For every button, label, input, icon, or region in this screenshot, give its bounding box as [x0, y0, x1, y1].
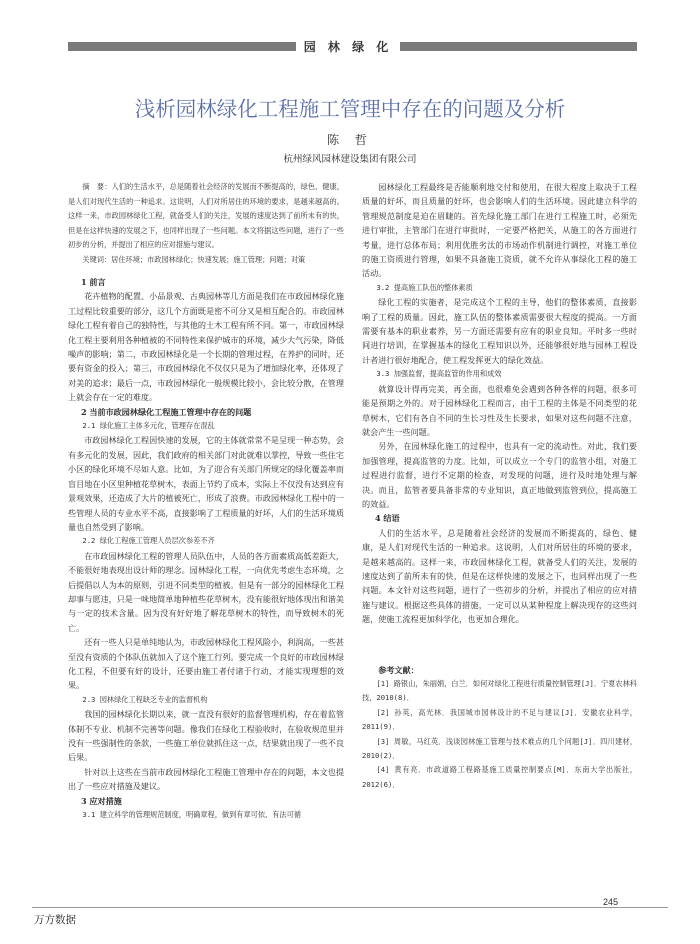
paragraph-4: 人们的生活水平，总是随着社会经济的发展而不断提高的，绿色、健康，是人们对现代生活的一种追求。这说明，人们对所居住的环境的要求，是越来越高的。这样一来，市政园林绿化工程，就备受人们的关注，发展的速度达到了前所未有的快，但是在这样快速的发展之下，也同样出现了一些问题。本文针对这些问题，进行了一些初步的分析，并提出了相应的应对措施与建议。根据这些具体的措施，一定可以从某种程度上解决现存的这些问题，使施工流程更加科学化，也更加合理化。	[362, 527, 637, 625]
left-column	[68, 180, 344, 822]
footer-divider	[32, 907, 668, 908]
heading-3: 3 应对措施	[80, 795, 122, 806]
paper-title: 浅析园林绿化工程施工管理中存在的问题及分析	[134, 97, 566, 121]
reference-item: [2] 孙英，高光林．我国城市园林设计的不足与建议[J]．安徽农业科学，2011(9)．	[362, 707, 637, 732]
header-bar-right	[400, 42, 637, 51]
header-bar-left	[68, 42, 296, 51]
paragraph-2-2b: 还有一些人只是单纯地认为，市政园林绿化工程风险小，利润高，一些甚至没有资质的个体队伍就加入了这个施工行列。要完成一个良好的市政园林绿化工程，不但要有好的设计，还要由施工者付诸于行动，才能实现理想的效果。	[68, 637, 344, 691]
heading-2: 2 当前市政园林绿化工程施工管理中存在的问题	[80, 406, 252, 417]
paper-affiliation: 杭州绿风园林建设集团有限公司	[283, 154, 417, 165]
heading-2-3: 2.3 园林绿化工程缺乏专业的监督机构	[82, 694, 208, 704]
section-label: 园 林 绿 化	[303, 40, 393, 54]
references-title: 参考文献：	[378, 664, 419, 675]
heading-3-3: 3.3 加强监督，提高监管的作用和成效	[376, 369, 502, 379]
right-column	[362, 180, 637, 792]
heading-3-1: 3.1 建立科学的管理规范制度，明确章程，做到有章可依、有法可循	[82, 810, 301, 820]
paragraph-2-3b: 针对以上这些在当前市政园林绿化工程施工管理中存在的问题，本文也提出了一些应对措施及建议。	[68, 766, 344, 792]
keywords: 关键词：居住环境；市政园林绿化；快速发展；施工管理；问题；对策	[82, 254, 306, 264]
paper-author: 陈 哲	[327, 133, 373, 147]
paragraph-3-1: 园林绿化工程最终是否能顺利地交付和使用，在很大程度上取决于工程质量的好坏，而且质量的好坏，也会影响人们的生活环境。因此建立科学的管理规范制度是迫在眉睫的。首先绿化施工部门在进行工程施工时，必须先进行审批，主管部门在进行审批时，一定要严格把关，从施工的各方面进行考量，进行总体布局；利用优胜劣汰的市场动作机制进行调控，对施工单位的施工资质进行管理，如果不具备施工资质，就不允许从事绿化工程的施工活动。	[362, 182, 637, 279]
paragraph-3-3a: 就算设计得再完美，再全面，也很难免会遇到各种各样的问题，很多可能是预期之外的。对于园林绿化工程而言，由于工程的主体是不同类型的花草树木，它们有各自不同的生长习性及生长要求，如果对这些问题不注意，就会产生一些问题。	[362, 383, 637, 437]
paragraph-2-2a: 在市政园林绿化工程的管理人员队伍中，人员的各方面素质高低差距大，不能很好地表现出设计师的理念。园林绿化工程，一向优先考虑生态环境，之后提倡以人为本的原则，引进不同类型的植被。但是有一部分的园林绿化工程却事与愿违，只是一味地简单地种植些花草树木，没有能很好地体现出和谐美与一定的技术含量。因为没有好好地了解花草树木的特性，而导致树木的死亡。	[68, 550, 344, 633]
page-number: 245	[603, 897, 619, 907]
reference-item: [1] 路银山，朱丽娟，白兰．如何对绿化工程进行质量控制管理[J]．宁夏农林科技，2010(8)．	[362, 679, 637, 703]
heading-1: 1 前言	[80, 277, 106, 287]
paragraph-1: 花卉植物的配置、小品景观、古典园林等几方面是我们在市政园林绿化施工过程比较重要的部分，这几个方面既是密不可分又是相互配合的。市政园林绿化工程有着自己的独特性，与其他的土木工程有所不同。第一，市政园林绿化工程主要利用各种植被的不同特性来保护城市的环境，减少大气污染，降低噪声的影响；第二，市政园林绿化是一个长期的管理过程，在养护的同时，还要有资金的投入；第三，市政园林绿化不仅仅只是为了增加绿化率，还体现了对美的追求；最后一点，市政园林绿化一般规模比较小，会比较分散，在管理上就会存在一定的难度。	[68, 291, 344, 403]
heading-4: 4 结语	[374, 513, 400, 524]
reference-item: [3] 周敏，马红英．浅谈园林施工管理与技术难点的几个问题[J]．四川建材，2010(2)．	[362, 736, 637, 761]
heading-3-2: 3.2 提高施工队伍的整体素质	[376, 282, 473, 292]
heading-2-1: 2.1 绿化施工主体多元化，管理存在混乱	[82, 421, 215, 431]
reference-item: [4] 黄有亮．市政道路工程路基施工质量控制要点[M]．东南大学出版社，2012(6)．	[362, 765, 637, 789]
abstract-text: 摘 要：人们的生活水平，总是随着社会经济的发展而不断提高的，绿色、健康，是人们对现代生活的一种追求。这说明，人们对所居住的环境的要求，是越来越高的。这样一来，市政园林绿化工程，就备受人们的关注，发展的速度达到了前所未有的快，但是在这样快速的发展之下，也同样出现了一些问题。本文将据这些问题，进行了一些初步的分析，并提出了相应的应对措施与建议。	[68, 182, 344, 249]
paragraph-2-1: 市政园林绿化工程因快速的发展，它的主体就常常不是呈现一种态势，会有多元化的发展，因此，我们政府的相关部门对此就难以掌控，导致一些住宅小区的绿化环境不尽如人意。比如，为了迎合有关部门所规定的绿化覆盖率而盲目地在小区里种植花草树木，表面上节约了成本，实际上不仅没有达到应有景观效果，还造成了大片的植被死亡，形成了浪费。市政园林绿化工程中的一些管理人员的专业水平不高，直接影响了工程质量的好坏，人们的生活环境质量也自然受到了影响。	[68, 435, 344, 532]
abstract-block	[68, 180, 344, 267]
paragraph-2-3a: 我国的园林绿化长期以来，就一直没有很好的监督管理机构，存在着监管体制不专业、机制不完善等问题。像我们在绿化工程验收时，在验收规范里并没有一些强制性的条款，一些施工单位就抓住这一点，结果就出现了一些不良后果。	[68, 709, 344, 763]
footer-watermark: 万方数据	[34, 914, 76, 926]
heading-2-2: 2.2 绿化工程施工管理人员层次参差不齐	[82, 536, 215, 546]
paragraph-3-2: 绿化工程的实施者，是完成这个工程的主导，他们的整体素质，直接影响了工程的质量。因此，施工队伍的整体素质需要很大程度的提高。一方面需要有基本的职业素养，另一方面还需要有应有的职业良知。平时多一些时间进行培训，在掌握基本的绿化工程知识以外，还能够很好地与园林工程设计者进行很好地配合，使工程发挥更大的绿化效益。	[362, 297, 637, 365]
paragraph-3-3b: 另外，在园林绿化施工的过程中，也具有一定的流动性。对此，我们要加强管理，提高监管的力度。比如，可以成立一个专门的监管小组，对施工过程进行监督，进行不定期的检查，对发现的问题，进行及时地处理与解决。而且，监管者要具备非常的专业知识，真正地做到监管到位，提高施工的效益。	[362, 441, 637, 509]
